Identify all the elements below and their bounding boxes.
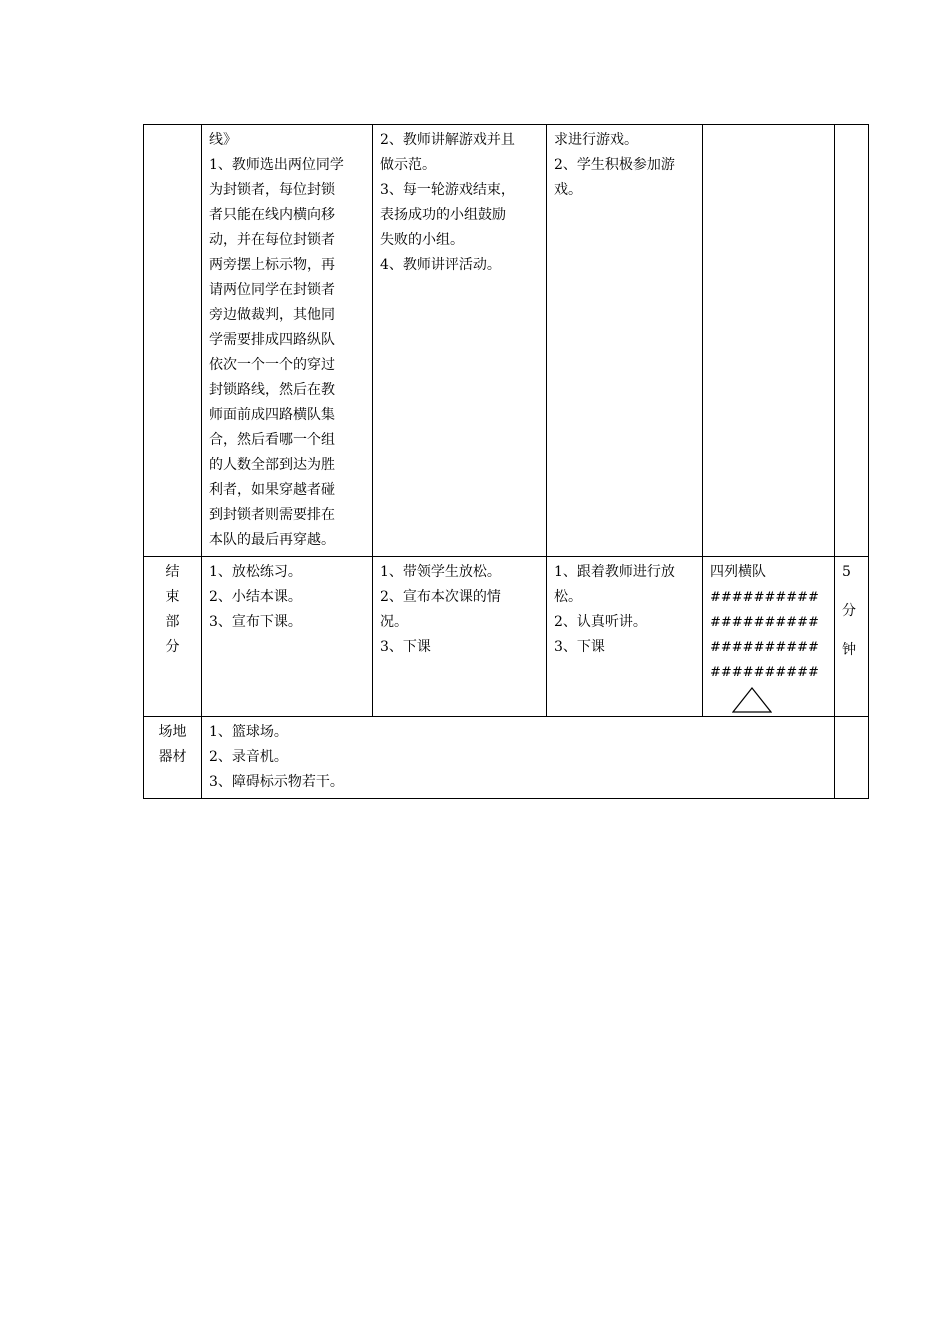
game-section-label-cell xyxy=(144,125,202,557)
text-line: 为封锁者，每位封锁 xyxy=(209,182,335,198)
text-line: 戏。 xyxy=(554,182,582,198)
time-unit-1: 分 xyxy=(842,603,856,619)
text-line: 本队的最后再穿越。 xyxy=(209,532,335,548)
venue-label-cell xyxy=(144,717,202,799)
ending-section-label-cell xyxy=(144,557,202,717)
text-line: 1、教师选出两位同学 xyxy=(209,157,344,173)
text-line: 2、学生积极参加游 xyxy=(554,157,675,173)
text-line: 做示范。 xyxy=(380,157,436,173)
ending-content-cell xyxy=(202,557,373,717)
text-line: 况。 xyxy=(380,614,408,630)
formation-row-1: ########## xyxy=(710,590,819,605)
text-line: 请两位同学在封锁者 xyxy=(209,282,335,298)
text-line: 合，然后看哪一个组 xyxy=(209,432,335,448)
text-line: 2、录音机。 xyxy=(209,749,288,765)
text-line: 两旁摆上标示物，再 xyxy=(209,257,335,273)
game-content-cell xyxy=(202,125,373,557)
text-line: 2、教师讲解游戏并且 xyxy=(380,132,515,148)
text-line: 3、宣布下课。 xyxy=(209,614,302,630)
game-teacher-cell xyxy=(373,125,547,557)
text-line: 3、下课 xyxy=(554,639,605,655)
ending-organization-cell xyxy=(703,557,835,717)
text-line: 依次一个一个的穿过 xyxy=(209,357,335,373)
game-row xyxy=(144,125,869,557)
venue-row xyxy=(144,717,869,799)
ending-teacher-cell xyxy=(373,557,547,717)
text-line: 1、带领学生放松。 xyxy=(380,564,501,580)
text-line: 4、教师讲评活动。 xyxy=(380,257,501,273)
text-line: 者只能在线内横向移 xyxy=(209,207,335,223)
game-student-cell xyxy=(547,125,703,557)
text-line: 求进行游戏。 xyxy=(554,132,638,148)
game-organization-cell xyxy=(703,125,835,557)
formation-row-3: ########## xyxy=(710,640,819,655)
text-line: 到封锁者则需要排在 xyxy=(209,507,335,523)
text-line: 部 xyxy=(165,614,180,630)
text-line: 1、跟着教师进行放 xyxy=(554,564,675,580)
lesson-plan-table xyxy=(143,124,869,799)
ending-time-cell xyxy=(835,557,869,717)
ending-student-cell xyxy=(547,557,703,717)
text-line: 分 xyxy=(165,639,180,655)
text-line: 利者，如果穿越者碰 xyxy=(209,482,335,498)
venue-content-cell xyxy=(202,717,835,799)
ending-row xyxy=(144,557,869,717)
text-line: 2、小结本课。 xyxy=(209,589,302,605)
text-line: 场地 xyxy=(158,724,187,740)
text-line: 1、篮球场。 xyxy=(209,724,288,740)
venue-time-cell xyxy=(835,717,869,799)
formation-row-2: ########## xyxy=(710,615,819,630)
text-line: 1、放松练习。 xyxy=(209,564,302,580)
text-line: 线》 xyxy=(209,132,237,148)
text-line: 学需要排成四路纵队 xyxy=(209,332,335,348)
formation-row-4: ########## xyxy=(710,665,819,680)
text-line: 结 xyxy=(165,564,180,580)
text-line: 3、障碍标示物若干。 xyxy=(209,774,344,790)
text-line: 3、下课 xyxy=(380,639,431,655)
text-line: 旁边做裁判，其他同 xyxy=(209,307,335,323)
triangle-icon xyxy=(732,687,772,713)
time-unit-2: 钟 xyxy=(842,642,856,658)
text-line: 松。 xyxy=(554,589,582,605)
text-line: 2、认真听讲。 xyxy=(554,614,647,630)
text-line: 器材 xyxy=(158,749,187,765)
game-time-cell xyxy=(835,125,869,557)
time-value: 5 xyxy=(842,564,851,580)
text-line: 2、宣布本次课的情 xyxy=(380,589,501,605)
text-line: 表扬成功的小组鼓励 xyxy=(380,207,506,223)
text-line: 3、每一轮游戏结束， xyxy=(380,182,515,198)
text-line: 封锁路线，然后在教 xyxy=(209,382,335,398)
text-line: 师面前成四路横队集 xyxy=(209,407,335,423)
text-line: 的人数全部到达为胜 xyxy=(209,457,335,473)
text-line: 失败的小组。 xyxy=(380,232,464,248)
text-line: 动，并在每位封锁者 xyxy=(209,232,335,248)
formation-title: 四列横队 xyxy=(710,564,766,580)
text-line: 束 xyxy=(165,589,180,605)
